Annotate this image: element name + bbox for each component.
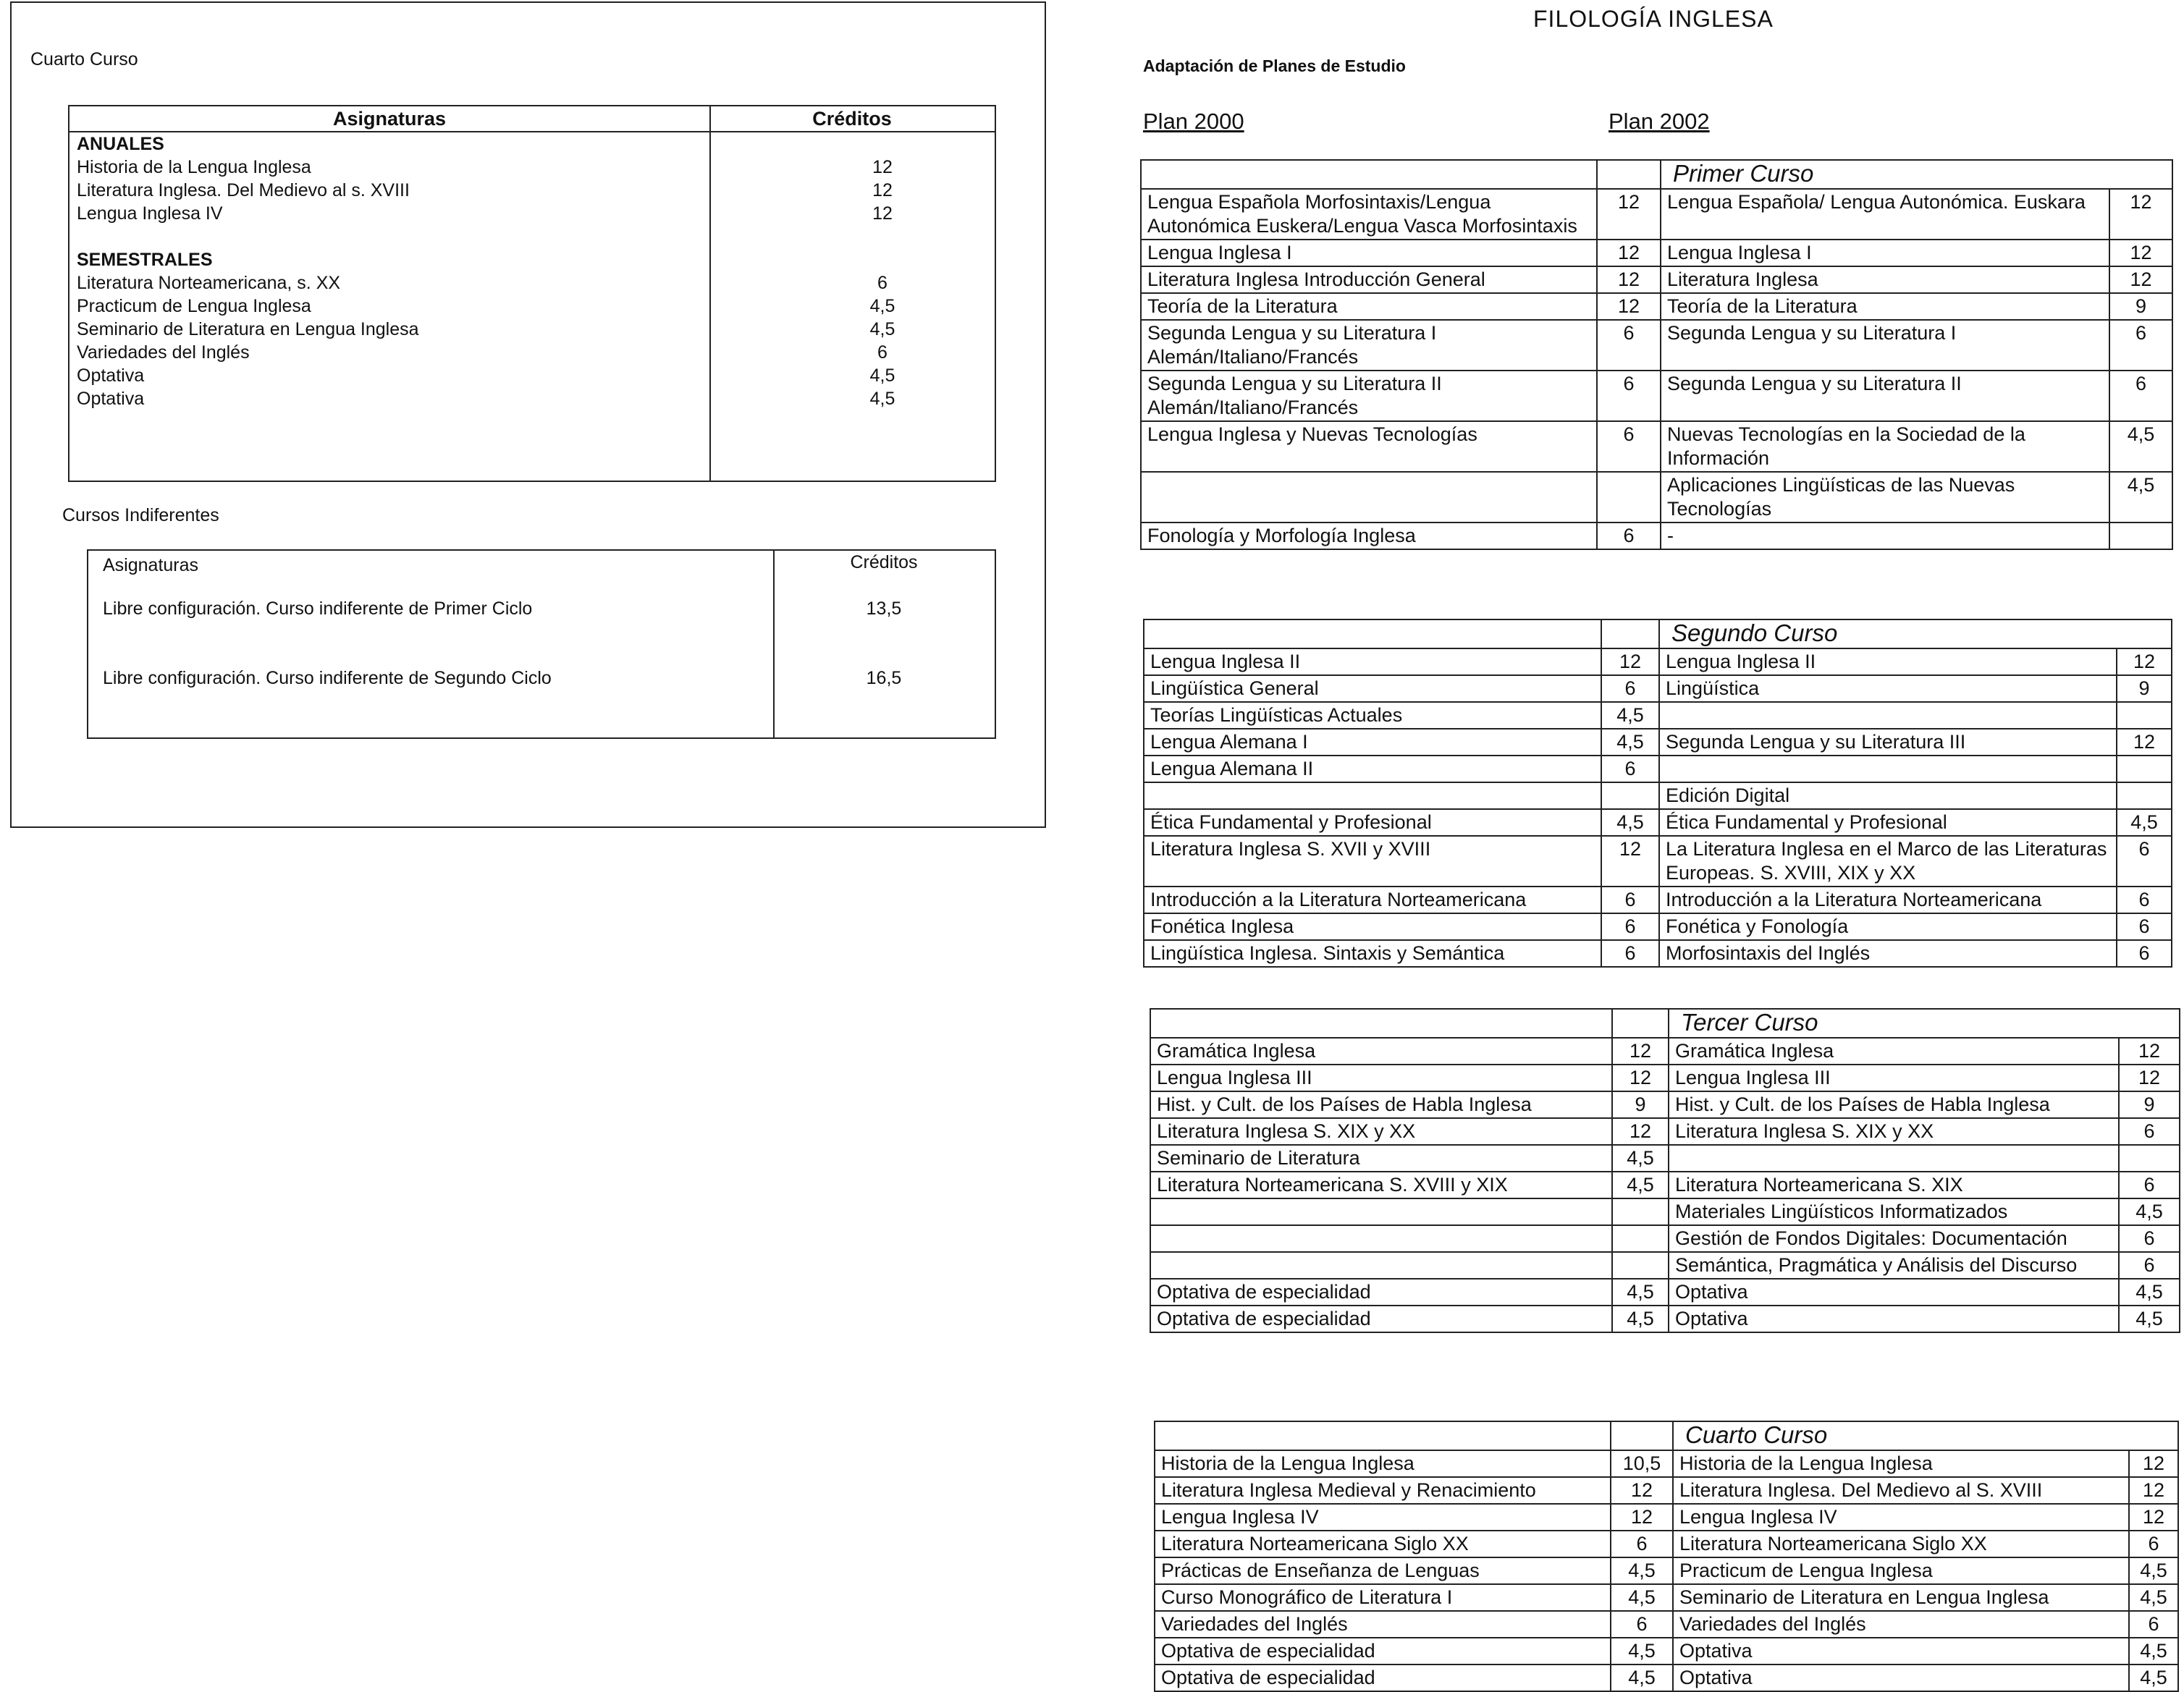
- plan-2000-credits: [1597, 472, 1661, 523]
- plan-2002-credits: 6: [2117, 913, 2172, 940]
- table-row: [1144, 809, 2172, 836]
- plan-2002-credits: [2117, 756, 2172, 782]
- table-row: [1150, 1225, 2180, 1252]
- plan-2000-subject: Segunda Lengua y su Literatura I Alemán/Italiano/Francés: [1141, 320, 1597, 371]
- table-row: [1150, 1065, 2180, 1091]
- subject-credits: 12: [872, 180, 893, 200]
- table-row: [1150, 1038, 2180, 1065]
- plan-2002-credits: 9: [2119, 1091, 2180, 1118]
- plan-2000-subject: Lengua Inglesa IV: [1155, 1504, 1611, 1531]
- plan-2000-subject: Fonética Inglesa: [1144, 913, 1601, 940]
- plan-2000-subject: Lengua Alemana I: [1144, 729, 1601, 756]
- table-row: [1144, 729, 2172, 756]
- plan-2000-subject: Lengua Inglesa II: [1144, 648, 1601, 675]
- plan-2000-credits: 6: [1597, 523, 1661, 549]
- cursos-indiferentes-table: [87, 549, 996, 739]
- plan-2002-subject: [1659, 702, 2117, 729]
- table-row: [1150, 1091, 2180, 1118]
- plan-2000-subject: Optativa de especialidad: [1155, 1638, 1611, 1664]
- plan-2000-subject: Literatura Inglesa S. XVII y XVIII: [1144, 836, 1601, 887]
- plan-2000-credits: 4,5: [1612, 1306, 1669, 1332]
- plan-2000-subject: Introducción a la Literatura Norteamericana: [1144, 887, 1601, 913]
- subject-name: Practicum de Lengua Inglesa: [77, 296, 311, 316]
- table-row: [1144, 756, 2172, 782]
- table-row: [1155, 1450, 2178, 1477]
- plan-2000-credits: [1612, 1225, 1669, 1252]
- table-row: [1155, 1584, 2178, 1611]
- plan-2002-credits: 6: [2109, 371, 2172, 421]
- plan-2000-credits: 12: [1597, 266, 1661, 293]
- plan-2000-subject: Lingüística Inglesa. Sintaxis y Semántica: [1144, 940, 1601, 967]
- subject-name: Seminario de Literatura en Lengua Inglesa: [77, 319, 419, 339]
- subject-credits: 6: [877, 273, 887, 293]
- plan-2002-subject: -: [1661, 523, 2109, 549]
- plan-2002-heading: Plan 2002: [1609, 109, 1710, 134]
- plan-2000-credits: 4,5: [1612, 1145, 1669, 1172]
- table-row: [1150, 1306, 2180, 1332]
- plan-2000-credits: 12: [1601, 648, 1659, 675]
- plan-2000-subject: Ética Fundamental y Profesional: [1144, 809, 1601, 836]
- plan-2000-subject: Seminario de Literatura: [1150, 1145, 1612, 1172]
- course-header-row: [1141, 160, 2172, 189]
- plan-2002-subject: Optativa: [1673, 1638, 2129, 1664]
- primer-curso-table: [1140, 159, 2173, 550]
- plan-2000-credits: 6: [1611, 1611, 1673, 1638]
- header-empty-cell: [1611, 1421, 1673, 1450]
- plan-2000-subject: Literatura Norteamericana Siglo XX: [1155, 1531, 1611, 1557]
- subject-credits: 16,5: [866, 668, 902, 688]
- plan-2002-subject: Teoría de la Literatura: [1661, 293, 2109, 320]
- cuarto-curso-label: Cuarto Curso: [30, 49, 138, 69]
- plan-2000-credits: 9: [1612, 1091, 1669, 1118]
- plan-2000-credits: 6: [1601, 940, 1659, 967]
- table-row: [1144, 913, 2172, 940]
- section-semestrales: SEMESTRALES: [77, 250, 213, 270]
- plan-2002-subject: Historia de la Lengua Inglesa: [1673, 1450, 2129, 1477]
- plan-2000-subject: Gramática Inglesa: [1150, 1038, 1612, 1065]
- document-title: FILOLOGÍA INGLESA: [1533, 6, 1774, 32]
- plan-2000-subject: Lengua Inglesa III: [1150, 1065, 1612, 1091]
- plan-2000-credits: 4,5: [1611, 1638, 1673, 1664]
- plan-2002-credits: 6: [2119, 1172, 2180, 1198]
- plan-2000-subject: Fonología y Morfología Inglesa: [1141, 523, 1597, 549]
- table-row: [1144, 940, 2172, 967]
- cuarto-curso-table: [68, 105, 996, 482]
- plan-2002-subject: Segunda Lengua y su Literatura III: [1659, 729, 2117, 756]
- plan-2002-credits: 9: [2109, 293, 2172, 320]
- plan-2002-credits: 12: [2117, 648, 2172, 675]
- plan-2002-credits: 4,5: [2119, 1198, 2180, 1225]
- subject-credits: 12: [872, 203, 893, 224]
- plan-2002-subject: Edición Digital: [1659, 782, 2117, 809]
- plan-2002-subject: Nuevas Tecnologías en la Sociedad de la Información: [1661, 421, 2109, 472]
- course-title: Segundo Curso: [1659, 619, 2172, 648]
- table-row: [1141, 472, 2172, 523]
- plan-2000-subject: [1150, 1252, 1612, 1279]
- plan-2002-credits: 12: [2109, 189, 2172, 240]
- plan-2002-credits: 12: [2117, 729, 2172, 756]
- plan-2002-credits: 4,5: [2119, 1306, 2180, 1332]
- column-divider: [773, 551, 775, 737]
- subject-name: Libre configuración. Curso indiferente de Primer Ciclo: [103, 598, 533, 619]
- plan-2000-credits: 12: [1611, 1504, 1673, 1531]
- table-row: [1155, 1664, 2178, 1691]
- plan-2002-credits: 12: [2109, 240, 2172, 266]
- table-row: [1155, 1638, 2178, 1664]
- segundo-curso-table: [1143, 619, 2172, 968]
- subject-name: Variedades del Inglés: [77, 342, 250, 363]
- tercer-curso-table: [1150, 1008, 2180, 1333]
- plan-2000-subject: [1150, 1198, 1612, 1225]
- plan-2002-credits: [2109, 523, 2172, 549]
- plan-2000-credits: 12: [1612, 1038, 1669, 1065]
- plan-2000-subject: Lingüística General: [1144, 675, 1601, 702]
- subject-name: Libre configuración. Curso indiferente de Segundo Ciclo: [103, 668, 552, 688]
- plan-2000-credits: 6: [1601, 887, 1659, 913]
- plan-2000-credits: 6: [1597, 320, 1661, 371]
- header-empty-cell: [1141, 160, 1597, 189]
- plan-2002-subject: Materiales Lingüísticos Informatizados: [1669, 1198, 2119, 1225]
- plan-2002-subject: Lengua Inglesa III: [1669, 1065, 2119, 1091]
- plan-2002-credits: 12: [2119, 1065, 2180, 1091]
- plan-2002-credits: 6: [2117, 836, 2172, 887]
- cursos-indiferentes-label: Cursos Indiferentes: [62, 505, 219, 525]
- plan-2000-heading: Plan 2000: [1143, 109, 1244, 134]
- subject-credits: 12: [872, 157, 893, 177]
- plan-2000-credits: 6: [1601, 913, 1659, 940]
- table-row: [1150, 1172, 2180, 1198]
- plan-2002-subject: Seminario de Literatura en Lengua Inglesa: [1673, 1584, 2129, 1611]
- plan-2000-credits: [1601, 782, 1659, 809]
- plan-2002-subject: Lengua Inglesa II: [1659, 648, 2117, 675]
- table-row: [1141, 189, 2172, 240]
- section-anuales: ANUALES: [77, 134, 164, 154]
- plan-2000-credits: 6: [1611, 1531, 1673, 1557]
- plan-2002-credits: 6: [2129, 1611, 2178, 1638]
- plan-2002-credits: 6: [2129, 1531, 2178, 1557]
- left-panel: [10, 1, 1046, 828]
- plan-2000-credits: 12: [1597, 240, 1661, 266]
- document-subtitle: Adaptación de Planes de Estudio: [1143, 56, 1406, 75]
- subject-credits: 13,5: [866, 598, 902, 619]
- table-row: [1144, 702, 2172, 729]
- plan-2002-credits: 4,5: [2117, 809, 2172, 836]
- plan-2000-subject: Lengua Española Morfosintaxis/Lengua Autonómica Euskera/Lengua Vasca Morfosintaxis: [1141, 189, 1597, 240]
- plan-2000-subject: Optativa de especialidad: [1150, 1279, 1612, 1306]
- plan-2002-credits: 4,5: [2109, 421, 2172, 472]
- header-empty-cell: [1597, 160, 1661, 189]
- subject-credits: 4,5: [869, 319, 895, 339]
- plan-2002-subject: Lengua Española/ Lengua Autonómica. Euskara: [1661, 189, 2109, 240]
- subject-credits: 4,5: [869, 389, 895, 409]
- plan-2002-credits: 4,5: [2129, 1638, 2178, 1664]
- plan-2002-subject: Lengua Inglesa IV: [1673, 1504, 2129, 1531]
- plan-2002-credits: 4,5: [2109, 472, 2172, 523]
- plan-2002-subject: Introducción a la Literatura Norteamericana: [1659, 887, 2117, 913]
- plan-2002-subject: Aplicaciones Lingüísticas de las Nuevas Tecnologías: [1661, 472, 2109, 523]
- plan-2000-subject: Literatura Inglesa S. XIX y XX: [1150, 1118, 1612, 1145]
- plan-2002-subject: Lengua Inglesa I: [1661, 240, 2109, 266]
- plan-2000-credits: 12: [1597, 293, 1661, 320]
- plan-2002-subject: Literatura Norteamericana Siglo XX: [1673, 1531, 2129, 1557]
- plan-2002-subject: Gestión de Fondos Digitales: Documentación: [1669, 1225, 2119, 1252]
- table-row: [1150, 1118, 2180, 1145]
- plan-2002-credits: 6: [2119, 1118, 2180, 1145]
- subject-name: Literatura Inglesa. Del Medievo al s. XVIII: [77, 180, 410, 200]
- plan-2002-credits: 12: [2109, 266, 2172, 293]
- plan-2002-credits: 6: [2117, 887, 2172, 913]
- header-asignaturas: Asignaturas: [332, 108, 447, 130]
- table-row: [1144, 782, 2172, 809]
- table-row: [1144, 648, 2172, 675]
- subject-name: Optativa: [77, 389, 145, 409]
- table-row: [1141, 320, 2172, 371]
- plan-2002-subject: Optativa: [1673, 1664, 2129, 1691]
- plan-2000-credits: 4,5: [1601, 702, 1659, 729]
- plan-2000-subject: Lengua Alemana II: [1144, 756, 1601, 782]
- table-row: [1150, 1279, 2180, 1306]
- plan-2000-subject: [1144, 782, 1601, 809]
- plan-2000-credits: [1612, 1252, 1669, 1279]
- plan-2002-subject: Literatura Inglesa: [1661, 266, 2109, 293]
- plan-2000-subject: Literatura Norteamericana S. XVIII y XIX: [1150, 1172, 1612, 1198]
- plan-2000-subject: Curso Monográfico de Literatura I: [1155, 1584, 1611, 1611]
- plan-2000-credits: 4,5: [1611, 1584, 1673, 1611]
- plan-2000-subject: Historia de la Lengua Inglesa: [1155, 1450, 1611, 1477]
- plan-2002-subject: Hist. y Cult. de los Países de Habla Inglesa: [1669, 1091, 2119, 1118]
- subject-credits: 4,5: [869, 296, 895, 316]
- table-row: [1141, 240, 2172, 266]
- column-divider: [709, 106, 711, 481]
- table-row: [1150, 1145, 2180, 1172]
- table-row: [1155, 1477, 2178, 1504]
- subject-name: Literatura Norteamericana, s. XX: [77, 273, 341, 293]
- plan-2000-credits: 12: [1601, 836, 1659, 887]
- subject-credits: 4,5: [869, 365, 895, 386]
- table-row: [1150, 1252, 2180, 1279]
- table-row: [1155, 1611, 2178, 1638]
- plan-2002-credits: 6: [2109, 320, 2172, 371]
- plan-2000-credits: 4,5: [1612, 1172, 1669, 1198]
- plan-2002-credits: 12: [2129, 1450, 2178, 1477]
- table-row: [1141, 421, 2172, 472]
- plan-2002-credits: [2119, 1145, 2180, 1172]
- plan-2000-credits: 12: [1612, 1065, 1669, 1091]
- header-empty-cell: [1144, 619, 1601, 648]
- plan-2002-subject: [1669, 1145, 2119, 1172]
- plan-2002-credits: 9: [2117, 675, 2172, 702]
- plan-2002-credits: [2117, 702, 2172, 729]
- plan-2000-credits: 6: [1601, 675, 1659, 702]
- table-header-divider: [69, 131, 995, 132]
- plan-2000-subject: Literatura Inglesa Introducción General: [1141, 266, 1597, 293]
- plan-2000-subject: Optativa de especialidad: [1155, 1664, 1611, 1691]
- header-empty-cell: [1155, 1421, 1611, 1450]
- plan-2002-credits: 12: [2129, 1504, 2178, 1531]
- header-empty-cell: [1601, 619, 1659, 648]
- course-title: Cuarto Curso: [1673, 1421, 2178, 1450]
- plan-2002-credits: 12: [2129, 1477, 2178, 1504]
- table-row: [1144, 675, 2172, 702]
- plan-2002-credits: 6: [2119, 1225, 2180, 1252]
- header-asignaturas: Asignaturas: [103, 555, 199, 575]
- subject-credits: 6: [877, 342, 887, 363]
- plan-2002-subject: Ética Fundamental y Profesional: [1659, 809, 2117, 836]
- plan-2002-subject: Semántica, Pragmática y Análisis del Discurso: [1669, 1252, 2119, 1279]
- plan-2000-subject: Variedades del Inglés: [1155, 1611, 1611, 1638]
- header-creditos: Créditos: [812, 108, 892, 130]
- table-row: [1155, 1531, 2178, 1557]
- course-header-row: [1150, 1009, 2180, 1038]
- plan-2000-credits: 4,5: [1611, 1557, 1673, 1584]
- plan-2000-credits: 6: [1597, 371, 1661, 421]
- plan-2000-credits: 4,5: [1601, 729, 1659, 756]
- plan-2002-credits: 4,5: [2129, 1557, 2178, 1584]
- course-header-row: [1144, 619, 2172, 648]
- plan-2000-subject: Lengua Inglesa I: [1141, 240, 1597, 266]
- subject-name: Optativa: [77, 365, 145, 386]
- cuarto-curso-comparison-table: [1154, 1421, 2179, 1692]
- plan-2002-credits: 4,5: [2119, 1279, 2180, 1306]
- plan-2002-subject: Segunda Lengua y su Literatura I: [1661, 320, 2109, 371]
- course-title: Tercer Curso: [1669, 1009, 2180, 1038]
- plan-2000-credits: 12: [1612, 1118, 1669, 1145]
- header-empty-cell: [1150, 1009, 1612, 1038]
- plan-2000-credits: [1612, 1198, 1669, 1225]
- plan-2000-credits: 4,5: [1612, 1279, 1669, 1306]
- plan-2002-subject: Fonética y Fonología: [1659, 913, 2117, 940]
- plan-2002-subject: Practicum de Lengua Inglesa: [1673, 1557, 2129, 1584]
- plan-2002-credits: 6: [2117, 940, 2172, 967]
- plan-2002-subject: Optativa: [1669, 1279, 2119, 1306]
- plan-2002-subject: Optativa: [1669, 1306, 2119, 1332]
- plan-2002-credits: 4,5: [2129, 1664, 2178, 1691]
- table-row: [1141, 371, 2172, 421]
- plan-2002-subject: Literatura Inglesa. Del Medievo al S. XVIII: [1673, 1477, 2129, 1504]
- plan-2002-credits: 12: [2119, 1038, 2180, 1065]
- plan-2000-credits: 12: [1611, 1477, 1673, 1504]
- plan-2002-subject: Literatura Norteamericana S. XIX: [1669, 1172, 2119, 1198]
- header-empty-cell: [1612, 1009, 1669, 1038]
- plan-2002-subject: Literatura Inglesa S. XIX y XX: [1669, 1118, 2119, 1145]
- table-row: [1155, 1504, 2178, 1531]
- plan-2002-subject: La Literatura Inglesa en el Marco de las Literaturas Europeas. S. XVIII, XIX y XX: [1659, 836, 2117, 887]
- plan-2002-credits: 6: [2119, 1252, 2180, 1279]
- table-row: [1155, 1557, 2178, 1584]
- plan-2000-credits: 6: [1597, 421, 1661, 472]
- plan-2000-subject: [1150, 1225, 1612, 1252]
- plan-2000-credits: 6: [1601, 756, 1659, 782]
- plan-2000-credits: 12: [1597, 189, 1661, 240]
- table-row: [1150, 1198, 2180, 1225]
- plan-2000-credits: 4,5: [1601, 809, 1659, 836]
- table-row: [1141, 523, 2172, 549]
- plan-2002-subject: Variedades del Inglés: [1673, 1611, 2129, 1638]
- course-title: Primer Curso: [1661, 160, 2172, 189]
- plan-2000-subject: Hist. y Cult. de los Países de Habla Inglesa: [1150, 1091, 1612, 1118]
- plan-2000-credits: 10,5: [1611, 1450, 1673, 1477]
- plan-2000-subject: Lengua Inglesa y Nuevas Tecnologías: [1141, 421, 1597, 472]
- plan-2002-credits: 4,5: [2129, 1584, 2178, 1611]
- table-row: [1141, 293, 2172, 320]
- plan-2000-subject: [1141, 472, 1597, 523]
- plan-2000-subject: Prácticas de Enseñanza de Lenguas: [1155, 1557, 1611, 1584]
- plan-2000-subject: Teorías Lingüísticas Actuales: [1144, 702, 1601, 729]
- plan-2002-subject: Lingüística: [1659, 675, 2117, 702]
- plan-2002-subject: Morfosintaxis del Inglés: [1659, 940, 2117, 967]
- plan-2000-subject: Optativa de especialidad: [1150, 1306, 1612, 1332]
- plan-2002-subject: [1659, 756, 2117, 782]
- plan-2002-credits: [2117, 782, 2172, 809]
- plan-2000-subject: Segunda Lengua y su Literatura II Alemán/Italiano/Francés: [1141, 371, 1597, 421]
- table-row: [1141, 266, 2172, 293]
- plan-2000-subject: Teoría de la Literatura: [1141, 293, 1597, 320]
- plan-2002-subject: Gramática Inglesa: [1669, 1038, 2119, 1065]
- plan-2000-credits: 4,5: [1611, 1664, 1673, 1691]
- table-row: [1144, 887, 2172, 913]
- subject-name: Historia de la Lengua Inglesa: [77, 157, 311, 177]
- subject-name: Lengua Inglesa IV: [77, 203, 223, 224]
- plan-2000-subject: Literatura Inglesa Medieval y Renacimiento: [1155, 1477, 1611, 1504]
- course-header-row: [1155, 1421, 2178, 1450]
- table-row: [1144, 836, 2172, 887]
- plan-2002-subject: Segunda Lengua y su Literatura II: [1661, 371, 2109, 421]
- header-creditos: Créditos: [850, 552, 918, 572]
